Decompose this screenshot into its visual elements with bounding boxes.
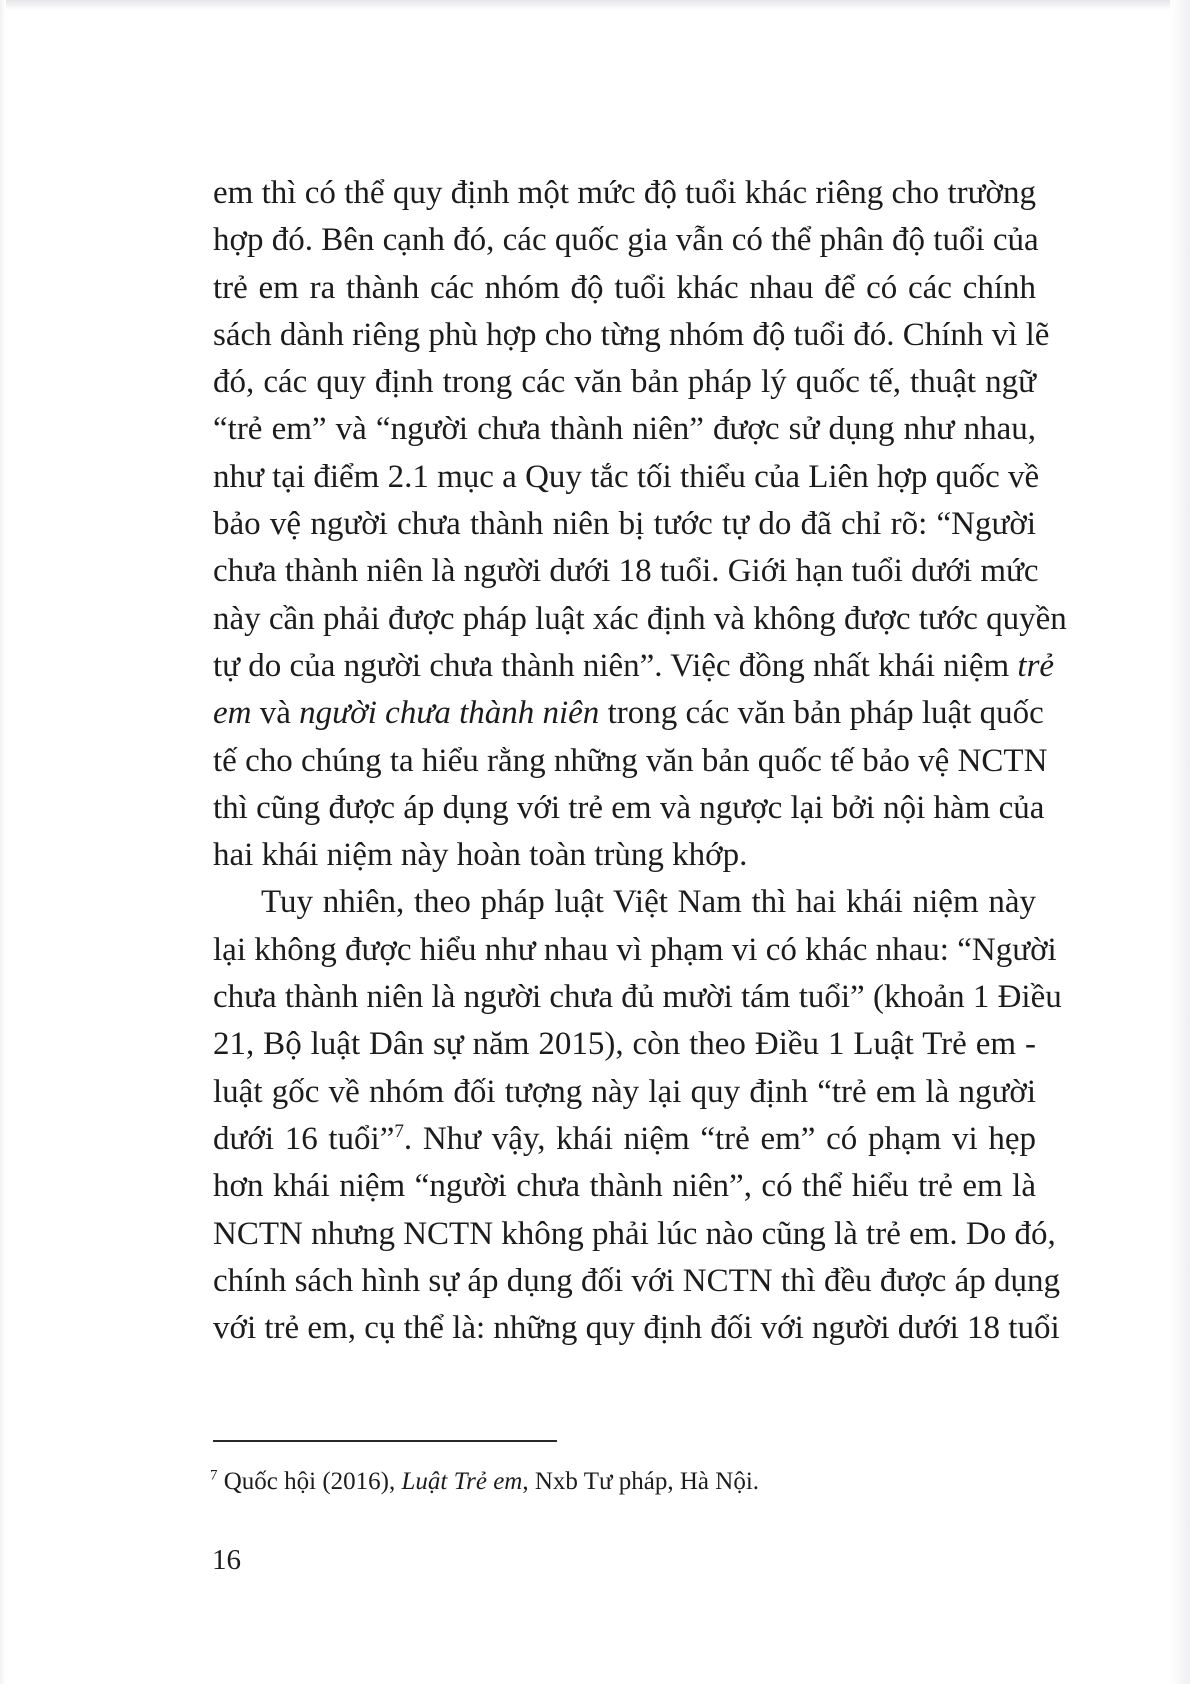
text-line: hai khái niệm này hoàn toàn trùng khớp.: [213, 837, 748, 874]
text-line: lại không được hiểu như nhau vì phạm vi có khác nhau: “Người: [213, 931, 1057, 968]
text-line: như tại điểm 2.1 mục a Quy tắc tối thiểu của Liên hợp quốc về: [213, 458, 1040, 495]
body-text: [213, 170, 1067, 1352]
text-line: em thì có thể quy định một mức độ tuổi khác riêng cho trường: [213, 175, 1036, 211]
text-line: hơn khái niệm “người chưa thành niên”, có thể hiểu trẻ em là: [213, 1168, 1036, 1205]
text-line: chưa thành niên là người dưới 18 tuổi. Giới hạn tuổi dưới mức: [213, 553, 1039, 590]
text-line: đó, các quy định trong các văn bản pháp lý quốc tế, thuật ngữ: [213, 364, 1036, 401]
text-segment: . Như vậy, khái niệm “trẻ em” có phạm vi hẹp: [403, 1120, 1036, 1157]
text-line: bảo vệ người chưa thành niên bị tước tự do đã chỉ rõ: “Người: [213, 506, 1036, 543]
text-line: chưa thành niên là người chưa đủ mười tám tuổi” (khoản 1 Điều: [213, 979, 1062, 1016]
scan-edge-left: [0, 0, 6, 1684]
text-line: chính sách hình sự áp dụng đối với NCTN thì đều được áp dụng: [213, 1262, 1060, 1299]
text-line: trẻ em ra thành các nhóm độ tuổi khác nhau để có các chính: [213, 269, 1036, 306]
italic-term: em: [213, 695, 252, 732]
scan-edge-top: [0, 0, 1190, 10]
text-segment: và: [251, 695, 300, 732]
footnote-text: Quốc hội (2016),: [217, 1468, 402, 1495]
paragraph-2: [213, 879, 1062, 1352]
scan-edge-right: [1170, 0, 1190, 1684]
text-line: [213, 690, 1044, 737]
text-line: “trẻ em” và “người chưa thành niên” được sử dụng như nhau,: [213, 411, 1036, 448]
text-line: thì cũng được áp dụng với trẻ em và ngược lại bởi nội hàm của: [213, 789, 1045, 826]
footnote-title: Luật Trẻ em: [401, 1468, 523, 1495]
footnote-divider: [213, 1440, 557, 1442]
footnote: [210, 1466, 1033, 1498]
footnote-reference[interactable]: 7: [394, 1120, 404, 1142]
text-segment: dưới 16 tuổi”: [213, 1120, 395, 1157]
text-line: 21, Bộ luật Dân sự năm 2015), còn theo Điều 1 Luật Trẻ em -: [213, 1026, 1036, 1063]
text-line: sách dành riêng phù hợp cho từng nhóm độ tuổi đó. Chính vì lẽ: [213, 316, 1050, 353]
page-number: 16: [212, 1544, 241, 1576]
text-line: [213, 643, 1055, 690]
footnote-text: , Nxb Tư pháp, Hà Nội.: [522, 1468, 760, 1495]
text-line: với trẻ em, cụ thể là: những quy định đối với người dưới 18 tuổi: [213, 1310, 1060, 1347]
text-segment: trong các văn bản pháp luật quốc: [599, 695, 1044, 732]
paragraph-1: [213, 170, 1067, 879]
text-line: tế cho chúng ta hiểu rằng những văn bản quốc tế bảo vệ NCTN: [213, 742, 1048, 779]
text-line: NCTN nhưng NCTN không phải lúc nào cũng là trẻ em. Do đó,: [213, 1215, 1056, 1252]
text-line: [213, 1116, 1036, 1163]
footnote-marker: 7: [210, 1467, 218, 1484]
text-segment: tự do của người chưa thành niên”. Việc đồng nhất khái niệm: [213, 647, 1018, 684]
italic-term: người chưa thành niên: [299, 695, 600, 732]
text-line: luật gốc về nhóm đối tượng này lại quy định “trẻ em là người: [213, 1073, 1036, 1110]
text-line: này cần phải được pháp luật xác định và không được tước quyền: [213, 600, 1067, 637]
italic-term: trẻ: [1017, 647, 1055, 684]
text-line: hợp đó. Bên cạnh đó, các quốc gia vẫn có thể phân độ tuổi của: [213, 222, 1039, 259]
text-line: Tuy nhiên, theo pháp luật Việt Nam thì hai khái niệm này: [261, 884, 1036, 921]
